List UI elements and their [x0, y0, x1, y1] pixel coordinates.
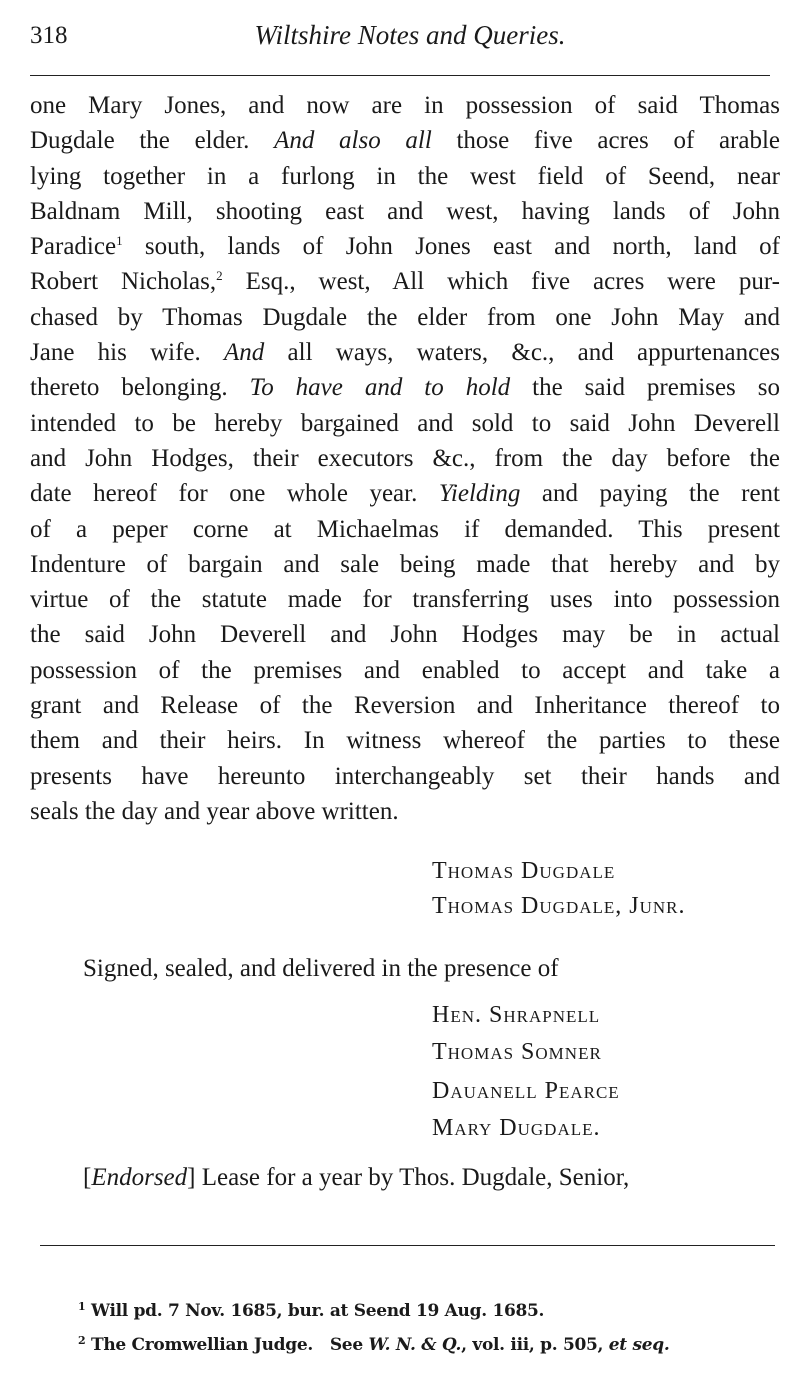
footnote-rule — [40, 1245, 775, 1246]
text-line — [30, 476, 780, 511]
text-line — [30, 335, 780, 370]
footnote-citation: W. N. & Q. — [368, 1335, 462, 1355]
text-segment: the said John Deverell and John Hodges may be in actual — [30, 621, 780, 649]
italic-phrase: And also all — [274, 127, 432, 155]
text-segment: Robert Nicholas, — [30, 268, 217, 296]
text-segment: those five acres of arable — [431, 127, 780, 155]
text-segment: Jane his wife. — [30, 339, 225, 367]
footnote-text: , vol. iii, p. 505, — [461, 1335, 609, 1355]
endorsement-label: Endorsed — [91, 1164, 188, 1191]
footnote-text: The Cromwellian Judge. See — [85, 1335, 369, 1355]
text-line — [30, 688, 780, 723]
text-segment: and John Hodges, their executors &c., from the day before the — [30, 444, 780, 472]
text-segment: date hereof for one whole year. — [30, 480, 439, 508]
body-text — [30, 88, 780, 829]
footnote-citation: et seq. — [608, 1335, 670, 1355]
text-segment: thereto belonging. — [30, 374, 250, 402]
footnote-mark: 2 — [78, 1334, 86, 1347]
endorsement-text: Lease for a year by Thos. Dugdale, Senior, — [195, 1164, 630, 1191]
italic-phrase: To have and to hold — [249, 374, 511, 402]
italic-phrase: And — [224, 339, 265, 367]
text-line — [30, 617, 780, 652]
witness: Dauanell Pearce — [432, 1078, 620, 1104]
text-segment: them and their heirs. In witness whereof the parties to these — [30, 727, 780, 755]
text-segment: of a peper corne at Michaelmas if demanded. This present — [30, 515, 780, 543]
witness: Hen. Shrapnell — [432, 1002, 601, 1028]
text-line — [30, 759, 780, 794]
text-line — [30, 264, 780, 299]
text-line — [30, 723, 780, 758]
text-line — [30, 123, 780, 158]
footnote-ref: 2 — [216, 268, 223, 284]
text-segment: Esq., west, All which five acres were pur- — [222, 268, 780, 296]
text-segment: Paradice — [30, 233, 117, 261]
footnote-1 — [78, 1301, 544, 1321]
footnote-ref: 1 — [116, 233, 123, 249]
text-segment: south, lands of John Jones east and north, land of — [122, 233, 780, 261]
bracket-close: ] — [187, 1164, 196, 1191]
signatory: Thomas Dugdale, Junr. — [432, 893, 686, 919]
text-segment: virtue of the statute made for transferring uses into possession — [30, 586, 780, 614]
page-number: 318 — [30, 22, 68, 49]
signatory: Thomas Dugdale — [432, 858, 616, 884]
text-line — [30, 547, 780, 582]
text-segment: Dugdale the elder. — [30, 127, 275, 155]
text-line — [30, 370, 780, 405]
text-line — [30, 512, 780, 547]
witness: Thomas Somner — [432, 1039, 602, 1065]
footnote-mark: 1 — [78, 1300, 86, 1313]
text-segment: intended to be hereby bargained and sold to said John Deverell — [30, 409, 780, 437]
header-rule — [30, 75, 770, 76]
bracket-open: [ — [83, 1164, 92, 1191]
text-line — [30, 159, 780, 194]
text-segment: one Mary Jones, and now are in possession of said Thomas — [30, 92, 780, 119]
text-line — [30, 406, 780, 441]
footnote-2 — [78, 1335, 669, 1355]
text-line — [30, 229, 780, 264]
text-segment: and paying the rent — [520, 480, 780, 508]
text-segment: presents have hereunto interchangeably set their hands and — [30, 762, 780, 790]
text-line — [30, 794, 780, 829]
text-segment: Baldnam Mill, shooting east and west, having lands of John — [30, 197, 780, 225]
text-segment: the said premises so — [510, 374, 780, 402]
running-title: Wiltshire Notes and Queries. — [254, 20, 566, 50]
text-line — [30, 582, 780, 617]
text-line — [30, 653, 780, 688]
text-segment: seals the day and year above written. — [30, 797, 399, 825]
text-segment: Indenture of bargain and sale being made that hereby and by — [30, 550, 780, 578]
text-line — [30, 194, 780, 229]
text-segment: lying together in a furlong in the west field of Seend, near — [30, 162, 780, 190]
endorsement — [83, 1164, 629, 1192]
text-segment: possession of the premises and enabled to accept and take a — [30, 656, 780, 684]
text-line — [30, 441, 780, 476]
text-segment: grant and Release of the Reversion and Inheritance thereof to — [30, 692, 780, 720]
footnote-text: Will pd. 7 Nov. 1685, bur. at Seend 19 Aug. 1685. — [85, 1301, 545, 1321]
text-segment: chased by Thomas Dugdale the elder from one John May and — [30, 303, 780, 331]
text-line — [30, 88, 780, 123]
text-segment: all ways, waters, &c., and appurtenances — [264, 339, 780, 367]
witness: Mary Dugdale. — [432, 1115, 601, 1141]
italic-phrase: Yielding — [438, 480, 521, 508]
witness-intro: Signed, sealed, and delivered in the presence of — [83, 955, 559, 982]
text-line — [30, 300, 780, 335]
